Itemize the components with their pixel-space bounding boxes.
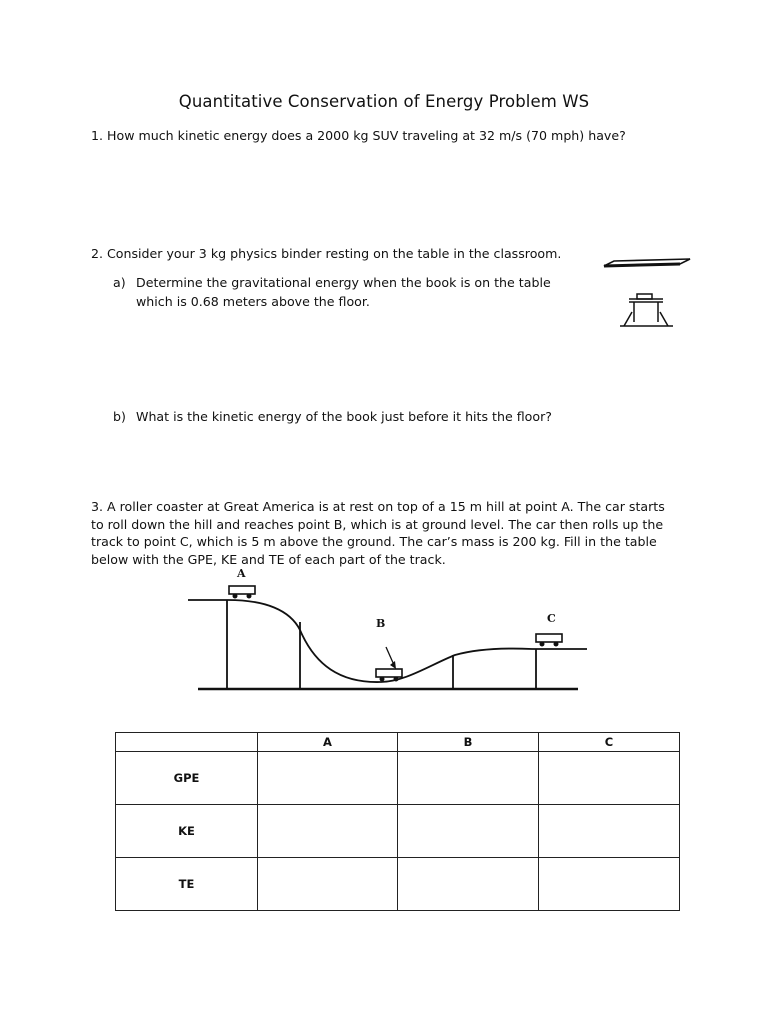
header-cell-b: B [398, 733, 539, 752]
energy-table [115, 732, 680, 911]
question-2b-marker: b) [113, 409, 126, 424]
book-icon [604, 259, 690, 266]
table-row [116, 805, 680, 858]
answer-cell [258, 752, 398, 805]
answer-cell [539, 752, 680, 805]
answer-cell [398, 805, 539, 858]
row-label-te: TE [116, 858, 258, 911]
row-label-gpe: GPE [116, 752, 258, 805]
row-label-ke: KE [116, 805, 258, 858]
answer-cell [539, 858, 680, 911]
table-header-row [116, 733, 680, 752]
header-cell-a: A [258, 733, 398, 752]
worksheet-title: Quantitative Conservation of Energy Problem WS [178, 92, 590, 111]
answer-cell [258, 805, 398, 858]
arrow-b-shaft [386, 647, 394, 665]
coaster-car-c [536, 634, 562, 647]
answer-cell [258, 858, 398, 911]
question-1: 1. How much kinetic energy does a 2000 kg SUV traveling at 32 m/s (70 mph) have? [91, 128, 626, 143]
point-c-label: C [547, 612, 556, 625]
roller-coaster-diagram [180, 565, 590, 695]
answer-cell [398, 752, 539, 805]
answer-cell [539, 805, 680, 858]
header-cell-c: C [539, 733, 680, 752]
question-2a-marker: a) [113, 275, 126, 290]
table-row [116, 858, 680, 911]
question-3: 3. A roller coaster at Great America is at rest on top of a 15 m hill at point A. The car starts to roll down the hill and reaches point B, which is at ground level. The car then rolls up the track to point C, which is 5 m above the ground. The car’s mass is 200 kg. Fill in the table below with the GPE, KE and TE of each part of the track. [91, 499, 665, 567]
book-and-table-illustration [600, 248, 700, 338]
header-cell-blank [116, 733, 258, 752]
table-icon [620, 294, 673, 326]
answer-cell [398, 858, 539, 911]
table-row [116, 752, 680, 805]
question-2a-line-2: which is 0.68 meters above the floor. [136, 294, 370, 309]
point-a-label: A [237, 567, 246, 580]
coaster-car-b [376, 669, 402, 682]
coaster-track [228, 600, 587, 682]
coaster-car-a [229, 586, 255, 599]
point-b-label: B [376, 617, 386, 630]
question-2b-text: What is the kinetic energy of the book just before it hits the floor? [136, 409, 552, 424]
question-2a-line-1: Determine the gravitational energy when the book is on the table [136, 275, 551, 290]
question-2-stem: 2. Consider your 3 kg physics binder resting on the table in the classroom. [91, 246, 562, 261]
